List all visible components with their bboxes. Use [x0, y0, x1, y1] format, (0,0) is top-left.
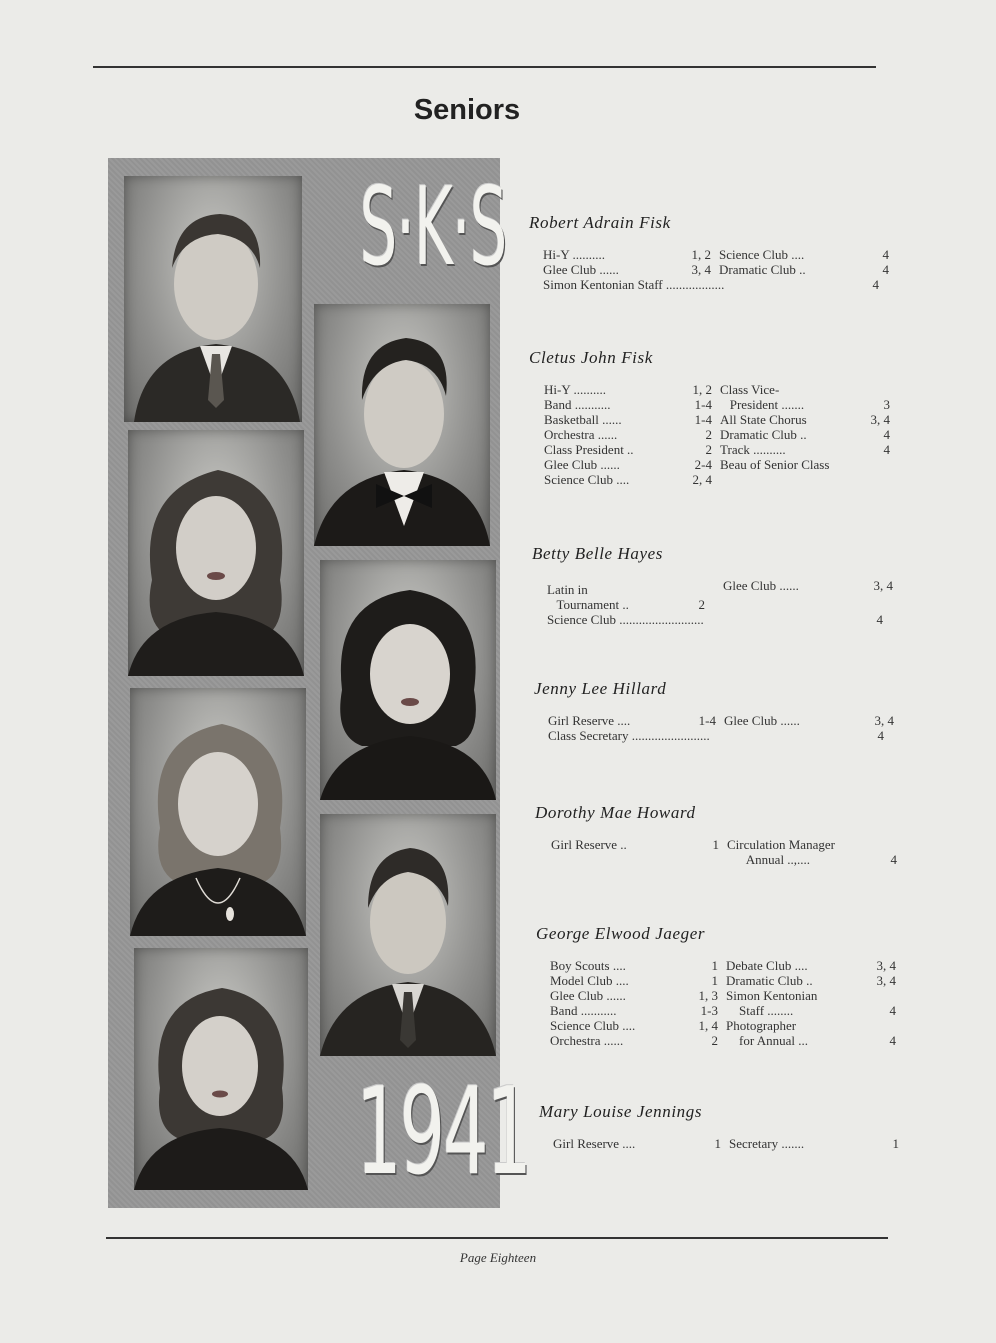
activity-row: Glee Club ...... 3, 4	[543, 262, 711, 277]
activity-list	[551, 837, 895, 867]
activity-row: Girl Reserve .. 1	[551, 837, 719, 852]
activity-row: Beau of Senior Class	[720, 457, 830, 472]
activity-list	[548, 713, 894, 743]
page-title: Seniors	[413, 94, 521, 126]
activity-row: Simon Kentonian Staff .................. 4	[543, 277, 879, 292]
senior-entry	[534, 679, 894, 743]
portrait-dorothy-howard	[320, 560, 496, 800]
activity-row: Staff ........ 4	[726, 1003, 896, 1018]
school-emblem	[320, 164, 507, 292]
senior-name: Cletus John Fisk	[529, 348, 653, 367]
senior-entry	[536, 924, 896, 1048]
senior-entry	[539, 1102, 899, 1151]
activity-row: Boy Scouts .... 1	[550, 958, 718, 973]
senior-name: Mary Louise Jennings	[539, 1102, 703, 1121]
senior-name: Dorothy Mae Howard	[535, 803, 696, 822]
activity-row: Class President .. 2	[544, 442, 712, 457]
activity-list	[550, 958, 896, 1048]
activity-row: Glee Club ...... 1, 3	[550, 988, 718, 1003]
senior-entry	[529, 348, 889, 487]
senior-name: Jenny Lee Hillard	[534, 679, 667, 698]
portrait-betty-hayes	[128, 430, 304, 676]
top-rule	[93, 66, 876, 68]
activity-row: Secretary ....... 1	[729, 1136, 899, 1151]
activity-row: Tournament .. 2	[547, 597, 705, 612]
activity-row: Band ........... 1-4	[544, 397, 712, 412]
activity-row: President ....... 3	[720, 397, 890, 412]
portrait-mary-jennings	[134, 948, 308, 1190]
senior-name: George Elwood Jaeger	[536, 924, 706, 943]
activity-row: Orchestra ...... 2	[550, 1033, 718, 1048]
senior-entry	[532, 544, 893, 627]
activity-row: Dramatic Club .. 3, 4	[726, 973, 896, 988]
activity-row: Dramatic Club .. 4	[719, 262, 889, 277]
activity-row: Photographer	[726, 1018, 797, 1033]
activity-row: Glee Club ...... 2-4	[544, 457, 712, 472]
activity-list	[547, 578, 893, 627]
activity-row: Band ........... 1-3	[550, 1003, 718, 1018]
senior-entry	[535, 803, 895, 867]
senior-name: Betty Belle Hayes	[532, 544, 664, 563]
activity-list	[553, 1136, 899, 1151]
bottom-rule	[106, 1237, 888, 1239]
emblem-year: 1941	[356, 1063, 530, 1202]
activity-row: Science Club .... 1, 4	[550, 1018, 718, 1033]
activity-row: Glee Club ...... 3, 4	[724, 713, 894, 728]
class-year-emblem	[320, 1063, 530, 1203]
activity-row: Simon Kentonian	[726, 988, 818, 1003]
portrait-jenny-hillard	[130, 688, 306, 936]
activity-row: All State Chorus 3, 4	[720, 412, 890, 427]
activity-row: Glee Club ...... 3, 4	[723, 578, 893, 593]
portrait-george-jaeger	[320, 814, 496, 1056]
activity-row: Latin in	[547, 582, 588, 597]
activity-row: Hi-Y .......... 1, 2	[543, 247, 711, 262]
senior-entry	[529, 213, 889, 292]
photo-panel	[108, 158, 530, 1208]
activity-row: for Annual ... 4	[726, 1033, 896, 1048]
activity-list	[544, 382, 889, 487]
activity-row: Model Club .... 1	[550, 973, 718, 988]
activity-row: Girl Reserve .... 1-4	[548, 713, 716, 728]
activity-list	[543, 247, 889, 292]
activity-row: Class Secretary ........................ 4	[548, 728, 884, 743]
activity-row: Track .......... 4	[720, 442, 890, 457]
emblem-initials: S·K·S	[359, 165, 507, 290]
activity-row: Debate Club .... 3, 4	[726, 958, 896, 973]
page-number: Page Eighteen	[459, 1250, 537, 1265]
activity-row: Basketball ...... 1-4	[544, 412, 712, 427]
activity-row: Science Club .......................... 4	[547, 612, 883, 627]
senior-name: Robert Adrain Fisk	[529, 213, 671, 232]
activity-row: Class Vice-	[720, 382, 780, 397]
activity-row: Science Club .... 2, 4	[544, 472, 712, 487]
activity-row: Annual ..,.... 4	[727, 852, 897, 867]
activity-row: Dramatic Club .. 4	[720, 427, 890, 442]
activity-row: Girl Reserve .... 1	[553, 1136, 721, 1151]
portrait-cletus-fisk	[314, 304, 490, 546]
portrait-robert-fisk	[124, 176, 302, 422]
activity-row: Science Club .... 4	[719, 247, 889, 262]
activity-row: Hi-Y .......... 1, 2	[544, 382, 712, 397]
activity-row: Orchestra ...... 2	[544, 427, 712, 442]
activity-row: Circulation Manager	[727, 837, 835, 852]
